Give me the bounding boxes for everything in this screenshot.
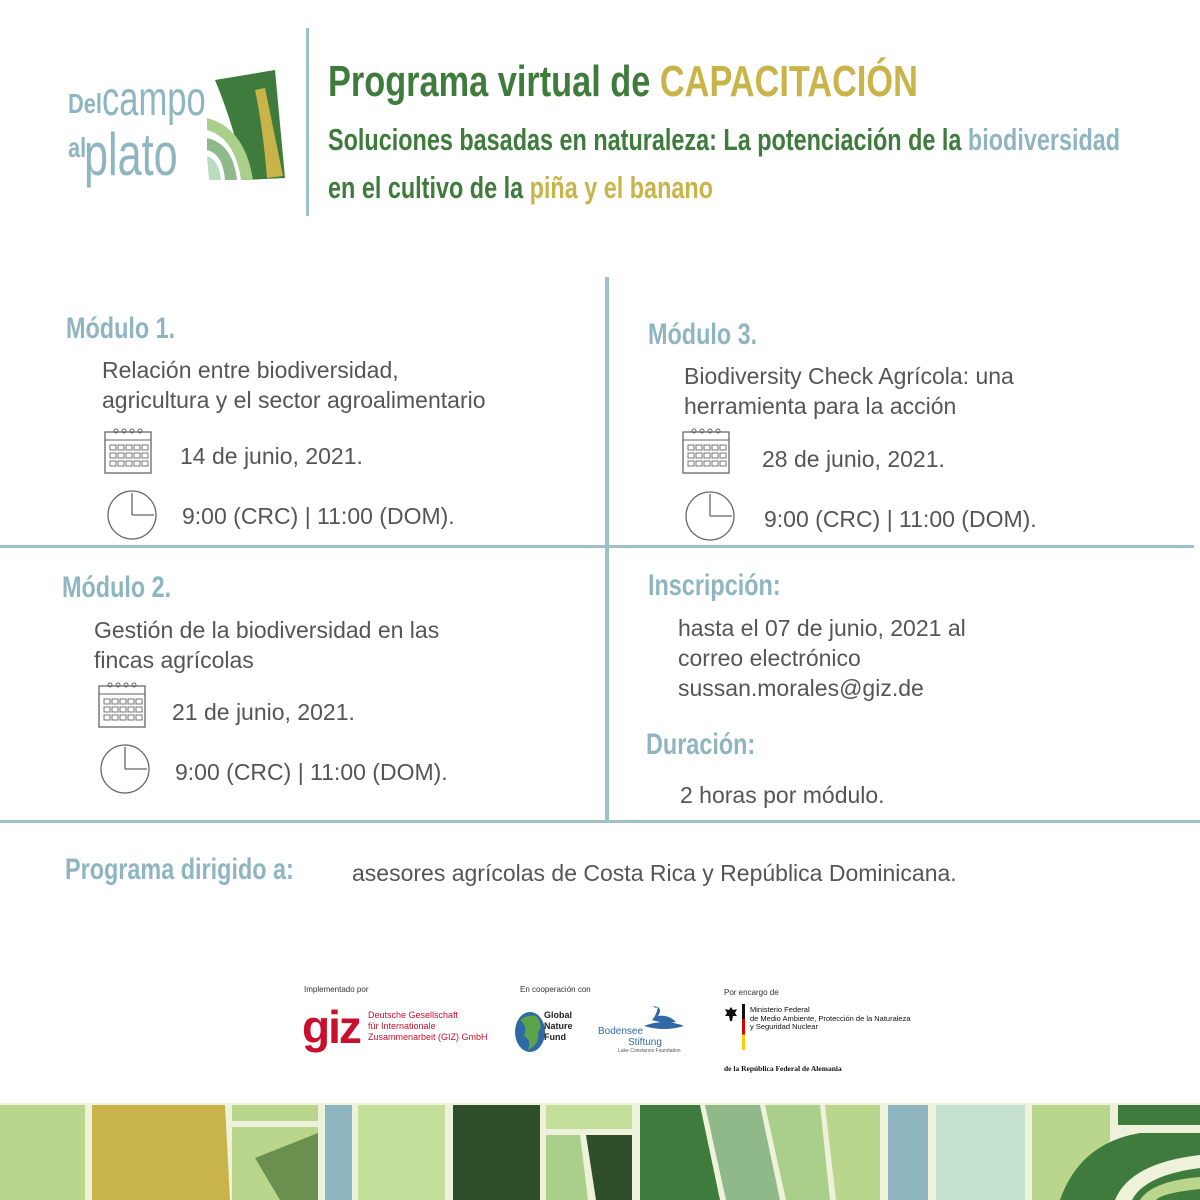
bodensee-name (598, 1026, 681, 1055)
module-2-date: 21 de junio, 2021. (172, 699, 355, 725)
eagle-icon (724, 1006, 738, 1022)
ministry-logo (724, 1004, 911, 1074)
module-1-title: Módulo 1. (66, 312, 176, 345)
logo-text-plato: plato (84, 121, 178, 188)
flag-stripe (742, 1004, 745, 1050)
module-1-time: 9:00 (CRC) | 11:00 (DOM). (182, 503, 455, 529)
audience-text: asesores agrícolas de Costa Rica y República Dominicana. (352, 860, 957, 886)
module-1-desc-line2: agricultura y el sector agroalimentario (102, 387, 486, 413)
page-title-part1: Programa virtual de (328, 57, 660, 106)
ministry-name (750, 1006, 911, 1032)
subtitle-line2 (328, 170, 713, 206)
subtitle-line1-part1: Soluciones basadas en naturaleza: La potenciación de la (328, 122, 968, 157)
module-3-desc-line1: Biodiversity Check Agrícola: una (684, 363, 1014, 389)
inscripcion-line1: hasta el 07 de junio, 2021 al (678, 615, 966, 641)
gnf-line2: Nature (544, 1021, 573, 1031)
module-2-desc-line1: Gestión de la biodiversidad en las (94, 617, 440, 643)
giz-logo (302, 1000, 502, 1060)
encargo-label: Por encargo de (724, 988, 779, 997)
impl-label: Implementado por (304, 985, 369, 994)
giz-name (368, 1010, 488, 1043)
module-1-desc-line1: Relación entre biodiversidad, (102, 357, 399, 383)
giz-name-line2: für Internationale (368, 1021, 436, 1031)
bodensee-line1: Bodensee (598, 1026, 644, 1037)
gnf-line3: Fund (544, 1032, 566, 1042)
bodensee-line2: Stiftung (628, 1037, 662, 1048)
inscripcion-email: sussan.morales@giz.de (678, 675, 924, 701)
page-title-part2: CAPACITACIÓN (659, 57, 918, 106)
globe-icon (514, 1010, 546, 1054)
ministry-line4: de la República Federal de Alemania (724, 1064, 842, 1073)
module-2-time: 9:00 (CRC) | 11:00 (DOM). (175, 759, 448, 785)
subtitle-line1 (328, 122, 1120, 158)
giz-mark: giz (302, 1001, 360, 1053)
grid-vertical-divider (605, 277, 609, 822)
logo-field-stripes-icon (205, 68, 295, 183)
ministry-line2: de Medio Ambiente, Protección de la Naturaleza (750, 1013, 911, 1023)
inscripcion-line2: correo electrónico (678, 645, 861, 671)
subtitle-line2-part1: en el cultivo de la (328, 170, 530, 205)
module-3-date: 28 de junio, 2021. (762, 446, 945, 472)
grid-horizontal-divider-middle (0, 545, 1194, 548)
gnf-name (544, 1010, 573, 1043)
inscripcion-title: Inscripción: (648, 569, 781, 602)
duracion-text: 2 horas por módulo. (680, 782, 885, 808)
calendar-icon (98, 682, 146, 728)
giz-name-line3: Zusammenarbeit (GIZ) GmbH (368, 1032, 488, 1042)
module-3-desc-line2: herramienta para la acción (684, 393, 957, 419)
subtitle-line1-part2: biodiversidad (967, 122, 1121, 157)
module-1-date: 14 de junio, 2021. (180, 443, 363, 469)
page-title (328, 57, 918, 107)
clock-icon (684, 490, 736, 542)
module-3-time: 9:00 (CRC) | 11:00 (DOM). (764, 506, 1037, 532)
clock-icon (106, 489, 158, 541)
subtitle-line2-part2: piña y el banano (529, 170, 713, 205)
audience-label: Programa dirigido a: (65, 853, 294, 886)
calendar-icon (682, 428, 730, 474)
coop-label: En cooperación con (520, 985, 591, 994)
gnf-logo (514, 1006, 584, 1056)
duracion-title: Duración: (646, 728, 756, 761)
module-2-desc-line2: fincas agrícolas (94, 647, 254, 673)
gnf-line1: Global (544, 1010, 573, 1020)
ministry-line3: y Seguridad Nuclear (750, 1022, 818, 1031)
bodensee-logo (598, 1004, 698, 1060)
bodensee-line3: Lake Constance Foundation (618, 1048, 681, 1054)
field-pattern-banner (0, 1103, 1200, 1200)
module-3-title: Módulo 3. (648, 318, 758, 351)
grid-horizontal-divider-bottom (0, 820, 1200, 823)
clock-icon (99, 743, 151, 795)
calendar-icon (104, 428, 152, 474)
logo-text-campo: campo (102, 73, 206, 126)
program-logo (60, 40, 300, 200)
logo-text-del: Del (68, 88, 102, 119)
module-2-title: Módulo 2. (62, 571, 172, 604)
logo-text-al: al (68, 132, 87, 163)
giz-name-line1: Deutsche Gesellschaft (368, 1010, 459, 1020)
header-divider (306, 28, 309, 216)
ministry-line1: Ministerio Federal (750, 1005, 810, 1014)
